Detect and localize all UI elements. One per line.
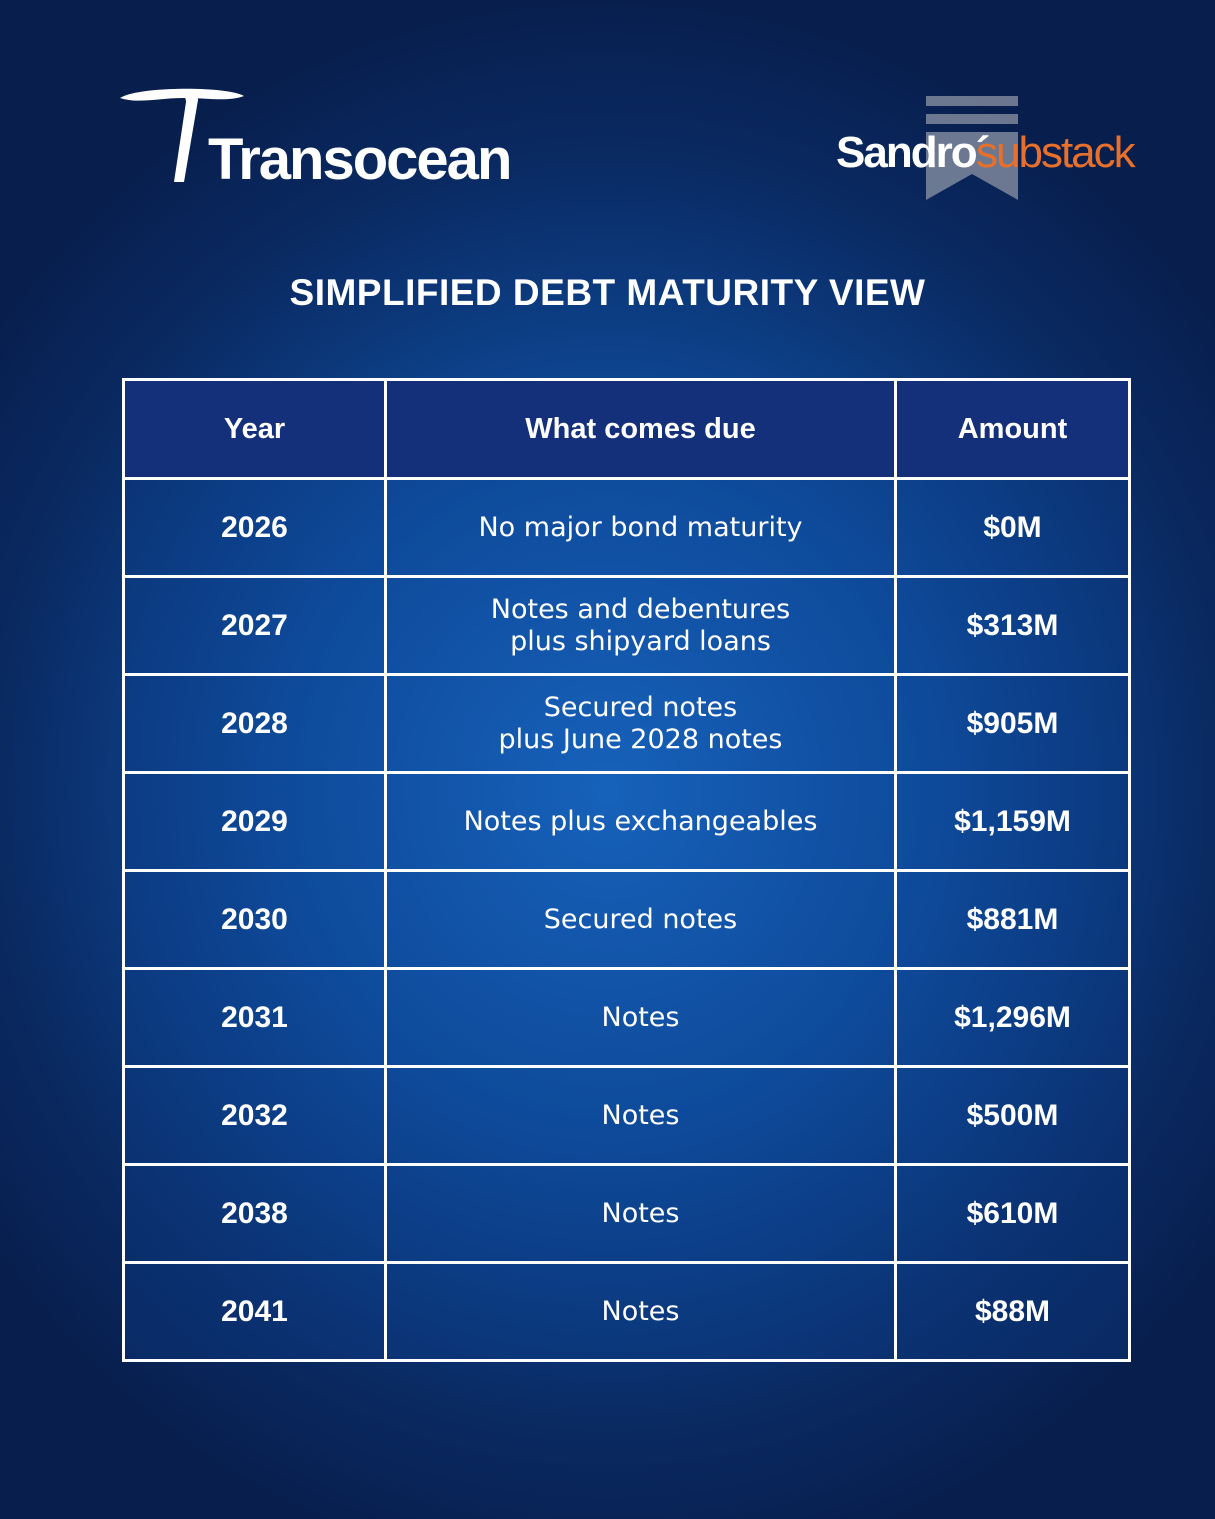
logo-name-text: Sandro´ bbox=[836, 128, 989, 177]
transocean-logo bbox=[118, 84, 568, 194]
due-cell: Notes bbox=[386, 1067, 896, 1165]
table-row bbox=[124, 479, 1130, 577]
due-cell: No major bond maturity bbox=[386, 479, 896, 577]
page-title: SIMPLIFIED DEBT MATURITY VIEW bbox=[289, 272, 926, 313]
amount-cell: $1,296M bbox=[896, 969, 1130, 1067]
due-cell: Secured notes plus June 2028 notes bbox=[386, 675, 896, 773]
year-cell: 2027 bbox=[124, 577, 386, 675]
table-header-row bbox=[124, 380, 1130, 479]
year-cell: 2029 bbox=[124, 773, 386, 871]
year-cell: 2028 bbox=[124, 675, 386, 773]
due-cell: Notes bbox=[386, 1165, 896, 1263]
table-row bbox=[124, 1067, 1130, 1165]
header-year: Year bbox=[124, 380, 386, 479]
amount-cell: $500M bbox=[896, 1067, 1130, 1165]
due-cell: Notes and debentures plus shipyard loans bbox=[386, 577, 896, 675]
amount-cell: $0M bbox=[896, 479, 1130, 577]
sandro-substack-logo bbox=[830, 92, 1160, 208]
year-cell: 2038 bbox=[124, 1165, 386, 1263]
due-cell: Notes bbox=[386, 969, 896, 1067]
table-row bbox=[124, 871, 1130, 969]
debt-maturity-table bbox=[122, 378, 1131, 1362]
due-cell: Secured notes bbox=[386, 871, 896, 969]
year-cell: 2026 bbox=[124, 479, 386, 577]
table-row bbox=[124, 675, 1130, 773]
table-row bbox=[124, 577, 1130, 675]
amount-cell: $905M bbox=[896, 675, 1130, 773]
table-row bbox=[124, 1165, 1130, 1263]
amount-cell: $1,159M bbox=[896, 773, 1130, 871]
amount-cell: $88M bbox=[896, 1263, 1130, 1361]
logo-substack-text: substack bbox=[976, 128, 1134, 177]
amount-cell: $313M bbox=[896, 577, 1130, 675]
year-cell: 2031 bbox=[124, 969, 386, 1067]
header-what-comes-due: What comes due bbox=[386, 380, 896, 479]
header-amount: Amount bbox=[896, 380, 1130, 479]
due-cell: Notes bbox=[386, 1263, 896, 1361]
due-cell: Notes plus exchangeables bbox=[386, 773, 896, 871]
table-row bbox=[124, 969, 1130, 1067]
year-cell: 2030 bbox=[124, 871, 386, 969]
year-cell: 2032 bbox=[124, 1067, 386, 1165]
year-cell: 2041 bbox=[124, 1263, 386, 1361]
table-row bbox=[124, 773, 1130, 871]
transocean-wordmark: Transocean bbox=[208, 127, 511, 192]
amount-cell: $610M bbox=[896, 1165, 1130, 1263]
amount-cell: $881M bbox=[896, 871, 1130, 969]
table-row bbox=[124, 1263, 1130, 1361]
